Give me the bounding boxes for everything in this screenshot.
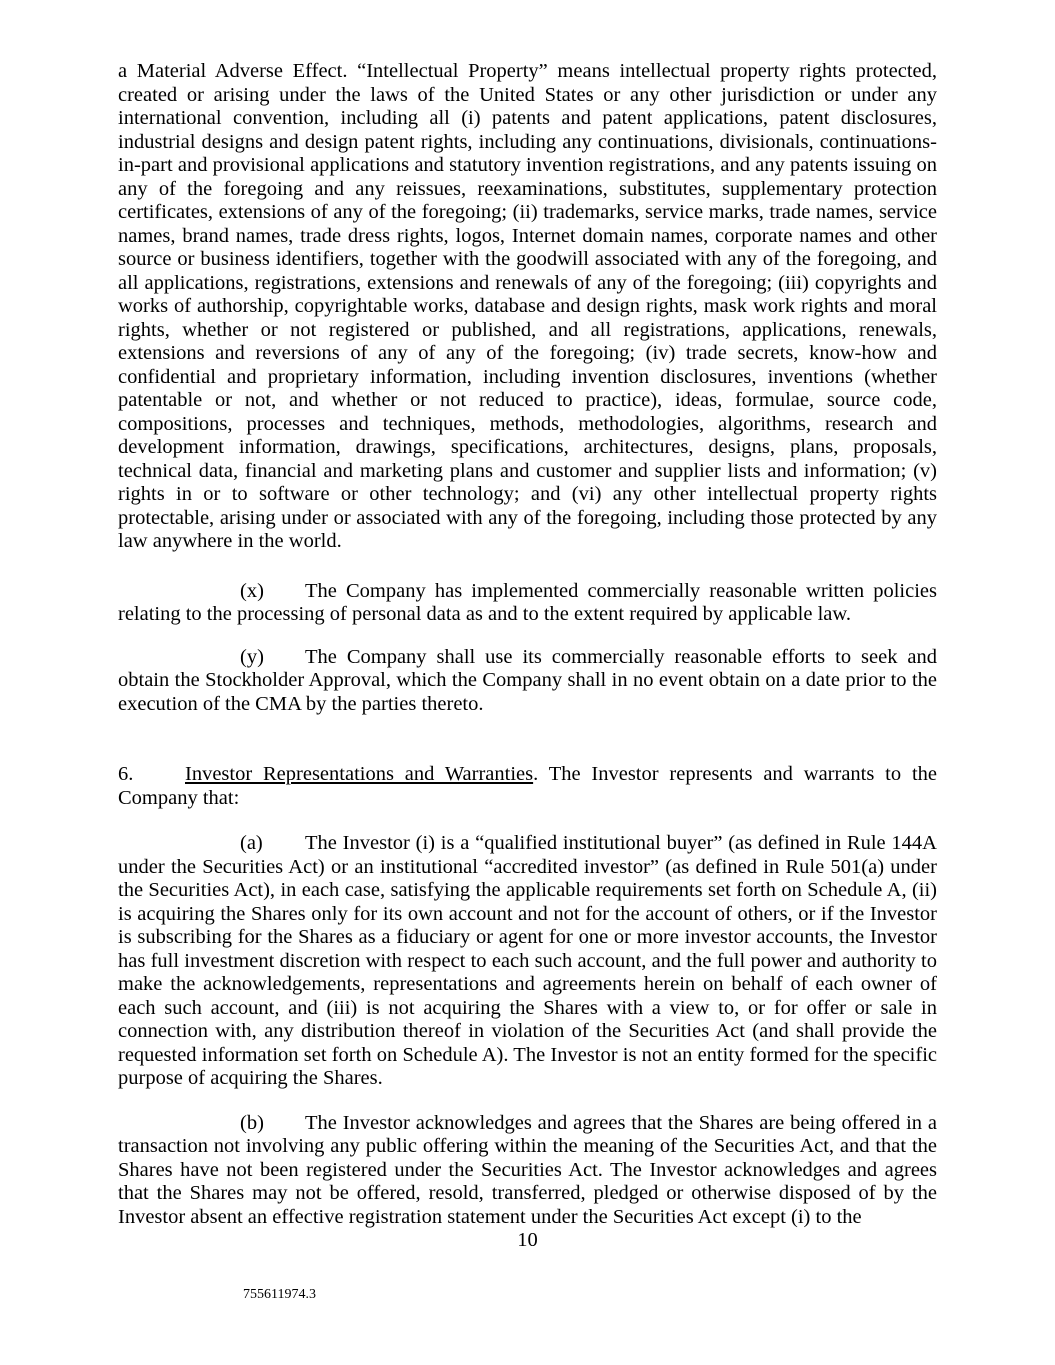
clause-x-marker: (x) [240, 579, 264, 602]
document-id-footer: 755611974.3 [243, 1287, 316, 1302]
clause-y-paragraph [118, 646, 937, 717]
section-6-number: 6. [118, 763, 134, 785]
clause-b-paragraph [118, 1112, 937, 1230]
clause-b-marker: (b) [240, 1111, 264, 1134]
section-6-trailing-text: . The Investor represents and warrants to the Company that: [118, 763, 937, 809]
clause-x-text: The Company has implemented commercially reasonable written policies relating to the processing of personal data as and to the extent required by applicable law. [118, 579, 937, 625]
intellectual-property-definition-paragraph: a Material Adverse Effect. “Intellectual Property” means intellectual property rights protected, created or arising under the laws of the United States or any other jurisdiction or under any international convention, including all (i) patents and patent applications, patent disclosures, industrial designs and design patent rights, including any continuations, divisionals, continuations-in-part and provisional applications and statutory invention registrations, and any patents issuing on any of the foregoing and any reissues, reexaminations, substitutes, supplementary protection certificates, extensions of any of the foregoing; (ii) trademarks, service marks, trade names, service names, brand names, trade dress rights, logos, Internet domain names, corporate names and other source or business identifiers, together with the goodwill associated with any of the foregoing, and all applications, registrations, extensions and renewals of any of the foregoing; (iii) copyrights and works of authorship, copyrightable works, database and design rights, mask work rights and moral rights, whether or not registered or published, and all registrations, applications, renewals, extensions and reversions of any of any of the foregoing; (iv) trade secrets, know-how and confidential and proprietary information, including invention disclosures, inventions (whether patentable or not, and whether or not reduced to practice), ideas, formulae, source code, compositions, processes and techniques, methods, methodologies, algorithms, research and development information, drawings, specifications, architectures, designs, plans, proposals, technical data, financial and marketing plans and customer and supplier lists and information; (v) rights in or to software or other technology; and (vi) any other intellectual property rights protectable, arising under or associated with any of the foregoing, including those protected by any law anywhere in the world. [118, 60, 937, 552]
clause-b-text: The Investor acknowledges and agrees that the Shares are being offered in a transaction not involving any public offering within the meaning of the Securities Act, and that the Shares have not been registered under the Securities Act. The Investor acknowledges and agrees that the Shares may not be offered, resold, transferred, pledged or otherwise disposed of by the Investor absent an effective registration statement under the Securities Act except (i) to the [118, 1111, 937, 1228]
clause-x-paragraph [118, 580, 937, 627]
page-number: 10 [517, 1229, 538, 1251]
clause-y-marker: (y) [240, 645, 264, 668]
section-6-heading-line [118, 763, 937, 810]
clause-a-paragraph [118, 832, 937, 1091]
section-6-title: Investor Representations and Warranties [185, 763, 534, 785]
clause-a-text: The Investor (i) is a “qualified institutional buyer” (as defined in Rule 144A under the Securities Act) or an institutional “accredited investor” (as defined in Rule 501(a) under the Securities Act), in each case, satisfying the applicable requirements set forth on Schedule A, (ii) is acquiring the Shares only for its own account and not for the account of others, or if the Investor is subscribing for the Shares as a fiduciary or agent for one or more investor accounts, the Investor has full investment discretion with respect to each such account, and the full power and authority to make the acknowledgements, representations and agreements herein on behalf of each owner of each such account, and (iii) is not acquiring the Shares with a view to, or for offer or sale in connection with, any distribution thereof in violation of the Securities Act (and shall provide the requested information set forth on Schedule A). The Investor is not an entity formed for the specific purpose of acquiring the Shares. [118, 832, 937, 1089]
clause-a-marker: (a) [240, 832, 263, 854]
clause-y-text: The Company shall use its commercially reasonable efforts to seek and obtain the Stockholder Approval, which the Company shall in no event obtain on a date prior to the execution of the CMA by the parties thereto. [118, 645, 937, 715]
document-text-block [118, 60, 937, 1253]
